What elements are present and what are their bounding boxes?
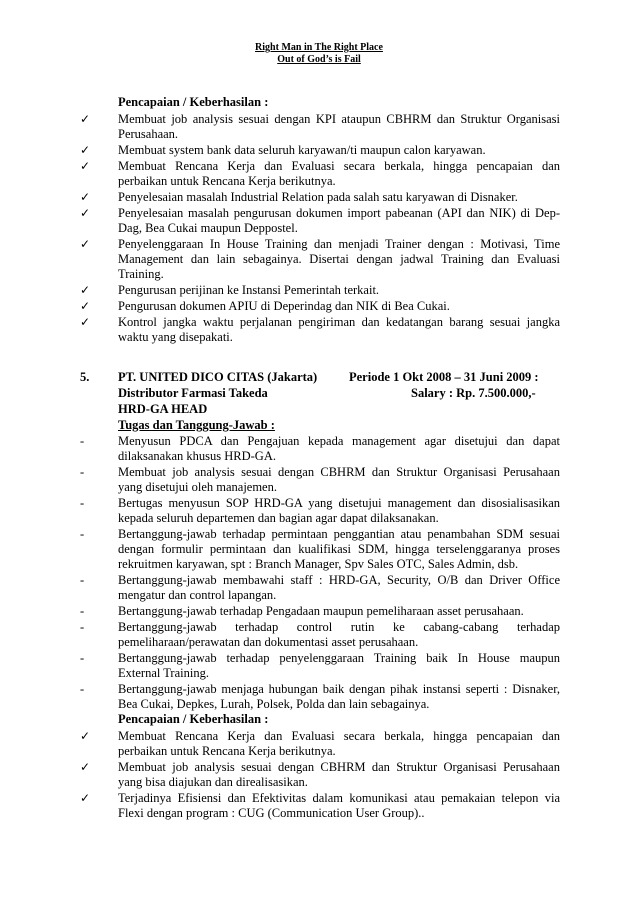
achievement-item-2-text: Terjadinya Efisiensi dan Efektivitas dalam komunikasi atau pemakaian telepon via [118, 791, 560, 805]
duty-item-bullet: - [80, 620, 85, 634]
achievement-item-2-text: perbaikan untuk Rencana Kerja berikutnya. [118, 744, 336, 758]
duty-item-text: rekruitmen karyawan, spt : Branch Manager, Spv Sales OTC, Sales Admin, dsb. [118, 557, 519, 571]
achievement-item-text: Membuat system bank data seluruh karyawan/ti maupun calon karyawan. [118, 143, 486, 157]
achievement-item-text: Training. [118, 267, 164, 281]
achievement-item-text: Penyelesaian masalah pengurusan dokumen import pabeanan (API dan NIK) di Dep- [118, 206, 560, 220]
duty-item-bullet: - [80, 573, 85, 587]
achievement-item-text: perbaikan untuk Rencana Kerja berikutnya. [118, 174, 336, 188]
duty-item-text: kepada seluruh departemen dan bagian agar dapat dilaksanakan. [118, 511, 439, 525]
duties-heading: Tugas dan Tanggung-Jawab : [118, 418, 275, 432]
duty-item-bullet: - [80, 604, 85, 618]
achievement-item-2-text: Flexi dengan program : CUG (Communication User Group).. [118, 806, 425, 820]
achievement-item-text: Membuat job analysis sesuai dengan KPI ataupun CBHRM dan Struktur Organisasi [118, 112, 560, 126]
duty-item-text: Menyusun PDCA dan Pengajuan kepada management agar disetujui dan dapat [118, 434, 560, 448]
salary: Salary : Rp. 7.500.000,- [411, 386, 536, 400]
achievement-item-text: Dag, Bea Cukai maupun Deppostel. [118, 221, 298, 235]
duty-item-text: Bertugas menyusun SOP HRD-GA yang disetujui management dan disosialisasikan [118, 496, 560, 510]
duty-item-text: Bertanggung-jawab terhadap penyelenggaraan Training baik In House maupun [118, 651, 560, 665]
achievement-item-2-text: Membuat job analysis sesuai dengan CBHRM dan Struktur Organisasi Perusahaan [118, 760, 560, 774]
duty-item-text: dengan formulir permintaan dan kualifikasi SDM, hingga terselenggaranya proses [118, 542, 560, 556]
achievement-item-bullet: ✓ [80, 237, 91, 251]
achievement-item-text: Penyelesaian masalah Industrial Relation pada salah satu karyawan di Disnaker. [118, 190, 518, 204]
achievements-heading: Pencapaian / Keberhasilan : [118, 95, 269, 109]
duty-item-text: Bertanggung-jawab terhadap Pengadaan maupun pemeliharaan asset perusahaan. [118, 604, 524, 618]
achievement-item-bullet: ✓ [80, 112, 91, 126]
achievement-item-text: Perusahaan. [118, 127, 179, 141]
duty-item-text: Bea Cukai, Depkes, Lurah, Polsek, Polda dan lain sebagainya. [118, 697, 430, 711]
duty-item-bullet: - [80, 651, 85, 665]
achievement-item-text: Management dan lain sebagainya. Disertai dengan jadwal Training dan Evaluasi [118, 252, 560, 266]
duty-item-text: dilaksanakan khusus HRD-GA. [118, 449, 276, 463]
job-position: HRD-GA HEAD [118, 402, 208, 416]
achievement-item-text: Penyelenggaraan In House Training dan menjadi Trainer dengan : Motivasi, Time [118, 237, 560, 251]
achievement-item-2-text: Membuat Rencana Kerja dan Evaluasi secara berkala, hingga pencapaian dan [118, 729, 560, 743]
duty-item-text: mengatur dan control lapangan. [118, 588, 277, 602]
achievement-item-text: Kontrol jangka waktu perjalanan pengiriman dan kedatangan barang sesuai jangka [118, 315, 560, 329]
achievement-item-2-bullet: ✓ [80, 791, 91, 805]
achievement-item-2-text: yang bisa diajukan dan direalisasikan. [118, 775, 308, 789]
duty-item-bullet: - [80, 434, 85, 448]
achievement-item-bullet: ✓ [80, 143, 91, 157]
duty-item-text: Bertanggung-jawab terhadap control rutin ke cabang-cabang terhadap [118, 620, 560, 634]
achievement-item-text: Pengurusan dokumen APIU di Deperindag dan NIK di Bea Cukai. [118, 299, 450, 313]
duty-item-bullet: - [80, 527, 85, 541]
duty-item-text: Membuat job analysis sesuai dengan CBHRM dan Struktur Organisasi Perusahaan [118, 465, 560, 479]
achievement-item-text: waktu yang disepakati. [118, 330, 233, 344]
achievement-item-bullet: ✓ [80, 299, 91, 313]
achievement-item-2-bullet: ✓ [80, 729, 91, 743]
duty-item-text: pemeliharaan/perawatan dan dokumentasi asset perusahaan. [118, 635, 419, 649]
achievement-item-bullet: ✓ [80, 190, 91, 204]
achievement-item-bullet: ✓ [80, 206, 91, 220]
header-subtitle: Out of God’s is Fail [277, 54, 361, 65]
duty-item-text: Bertanggung-jawab terhadap permintaan penggantian atau penambahan SDM sesuai [118, 527, 560, 541]
achievements-heading-2: Pencapaian / Keberhasilan : [118, 712, 269, 726]
duty-item-bullet: - [80, 682, 85, 696]
achievement-item-text: Membuat Rencana Kerja dan Evaluasi secara berkala, hingga pencapaian dan [118, 159, 560, 173]
achievement-item-bullet: ✓ [80, 159, 91, 173]
duty-item-text: Bertanggung-jawab membawahi staff : HRD-GA, Security, O/B dan Driver Office [118, 573, 560, 587]
duty-item-text: External Training. [118, 666, 209, 680]
company-division: Distributor Farmasi Takeda [118, 386, 268, 400]
job-period: Periode 1 Okt 2008 – 31 Juni 2009 : [349, 370, 539, 384]
duty-item-text: Bertanggung-jawab menjaga hubungan baik dengan pihak instansi seperti : Disnaker, [118, 682, 560, 696]
achievement-item-bullet: ✓ [80, 283, 91, 297]
achievement-item-bullet: ✓ [80, 315, 91, 329]
achievement-item-text: Pengurusan perijinan ke Instansi Pemerintah terkait. [118, 283, 380, 297]
duty-item-bullet: - [80, 496, 85, 510]
header-title: Right Man in The Right Place [255, 42, 383, 53]
duty-item-bullet: - [80, 465, 85, 479]
company-name: PT. UNITED DICO CITAS (Jakarta) [118, 370, 318, 384]
achievement-item-2-bullet: ✓ [80, 760, 91, 774]
duty-item-text: yang disetujui oleh manajemen. [118, 480, 277, 494]
job-number: 5. [80, 370, 90, 384]
